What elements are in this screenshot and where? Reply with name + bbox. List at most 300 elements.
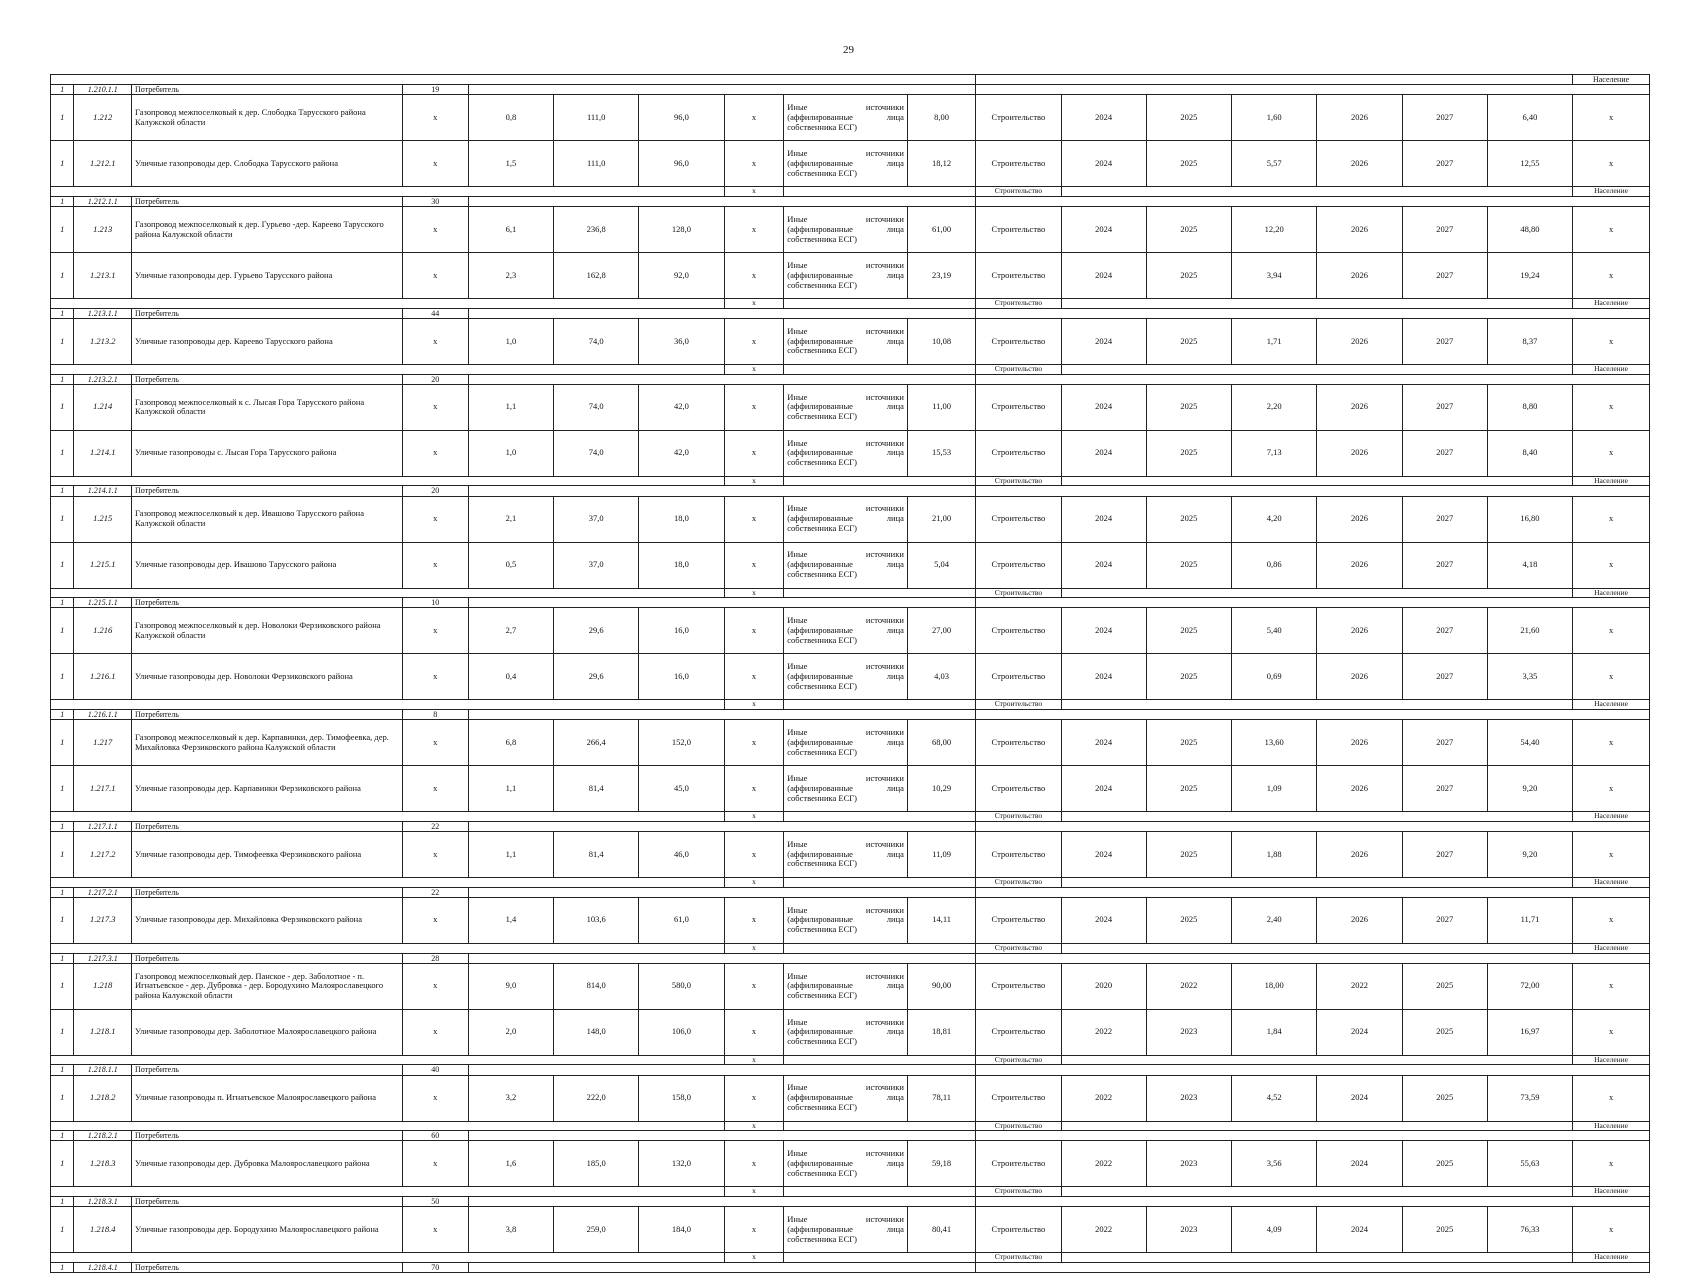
construction-band-row (51, 476, 1650, 486)
year-2-end: 2027 (1402, 253, 1487, 299)
length-value: 1,1 (468, 832, 553, 878)
blank-cell (976, 821, 1650, 831)
object-row (51, 95, 1650, 141)
consumer-label: Потребитель (131, 486, 402, 496)
cost-value: 11,09 (907, 832, 975, 878)
object-row (51, 654, 1650, 700)
code-cell: 1.217.2.1 (74, 887, 132, 897)
length-value: 2,0 (468, 1009, 553, 1055)
code-cell: 1.217.3.1 (74, 953, 132, 963)
length-value: 2,3 (468, 253, 553, 299)
level-cell: 1 (51, 308, 74, 318)
length-value: 6,8 (468, 720, 553, 766)
x-mark: x (1573, 207, 1650, 253)
volume-value: 236,8 (554, 207, 639, 253)
amount-second: 76,33 (1487, 1207, 1572, 1253)
amount-first: 5,40 (1232, 608, 1317, 654)
level-cell: 1 (51, 953, 74, 963)
year-start: 2022 (1061, 1009, 1146, 1055)
object-row (51, 319, 1650, 365)
construction-label: Строительство (976, 1187, 1061, 1197)
blank-cell (1061, 476, 1573, 486)
blank-cell (468, 1131, 975, 1141)
amount-second: 8,37 (1487, 319, 1572, 365)
funding-source: Иные источники (аффилированные лица собственника ЕСГ) (784, 654, 908, 700)
code-cell: 1.213.1 (74, 253, 132, 299)
amount-second: 8,80 (1487, 384, 1572, 430)
volume-value: 266,4 (554, 720, 639, 766)
object-row (51, 1009, 1650, 1055)
work-type: Строительство (976, 542, 1061, 588)
capacity-value: 18,0 (639, 542, 724, 588)
x-mark: x (402, 1009, 468, 1055)
cost-value: 18,12 (907, 141, 975, 187)
population-label: Население (1573, 1253, 1650, 1263)
blank-cell (51, 588, 725, 598)
cost-value: 14,11 (907, 897, 975, 943)
funding-source: Иные источники (аффилированные лица собственника ЕСГ) (784, 832, 908, 878)
object-row (51, 384, 1650, 430)
capacity-value: 106,0 (639, 1009, 724, 1055)
consumer-row (51, 953, 1650, 963)
population-label: Население (1573, 299, 1650, 309)
amount-second: 3,35 (1487, 654, 1572, 700)
year-2-end: 2027 (1402, 319, 1487, 365)
x-mark: x (402, 1207, 468, 1253)
funding-source: Иные источники (аффилированные лица собственника ЕСГ) (784, 319, 908, 365)
year-2-start: 2026 (1317, 832, 1402, 878)
amount-first: 5,57 (1232, 141, 1317, 187)
code-cell: 1.217.1.1 (74, 821, 132, 831)
year-start: 2024 (1061, 253, 1146, 299)
amount-second: 48,80 (1487, 207, 1572, 253)
construction-band-row (51, 299, 1650, 309)
blank-cell (976, 85, 1650, 95)
cost-value: 4,03 (907, 654, 975, 700)
x-mark: x (1573, 319, 1650, 365)
construction-band-row (51, 878, 1650, 888)
consumer-count: 8 (402, 710, 468, 720)
year-2-end: 2025 (1402, 963, 1487, 1009)
x-mark: x (724, 384, 784, 430)
consumer-label: Потребитель (131, 374, 402, 384)
year-start: 2024 (1061, 542, 1146, 588)
construction-label: Строительство (976, 943, 1061, 953)
amount-second: 73,59 (1487, 1075, 1572, 1121)
year-2-end: 2027 (1402, 720, 1487, 766)
consumer-count: 70 (402, 1262, 468, 1272)
table-body (51, 75, 1650, 1273)
construction-label: Строительство (976, 476, 1061, 486)
capacity-value: 96,0 (639, 95, 724, 141)
x-mark: x (724, 1121, 784, 1131)
funding-source: Иные источники (аффилированные лица собственника ЕСГ) (784, 1075, 908, 1121)
year-end: 2025 (1146, 608, 1231, 654)
year-2-start: 2026 (1317, 95, 1402, 141)
year-end: 2025 (1146, 95, 1231, 141)
year-start: 2024 (1061, 496, 1146, 542)
consumer-row (51, 598, 1650, 608)
object-name: Уличные газопроводы дер. Заболотное Малоярославецкого района (131, 1009, 402, 1055)
object-name: Газопровод межпоселковый к дер. Слободка Тарусского района Калужской области (131, 95, 402, 141)
code-cell: 1.217 (74, 720, 132, 766)
construction-label: Строительство (976, 812, 1061, 822)
object-row (51, 542, 1650, 588)
x-mark: x (724, 141, 784, 187)
level-cell: 1 (51, 766, 74, 812)
x-mark: x (724, 95, 784, 141)
amount-first: 0,86 (1232, 542, 1317, 588)
funding-source: Иные источники (аффилированные лица собственника ЕСГ) (784, 496, 908, 542)
work-type: Строительство (976, 720, 1061, 766)
funding-source: Иные источники (аффилированные лица собственника ЕСГ) (784, 1009, 908, 1055)
x-mark: x (724, 654, 784, 700)
object-name: Уличные газопроводы п. Игнатьевское Малоярославецкого района (131, 1075, 402, 1121)
blank-cell (976, 953, 1650, 963)
work-type: Строительство (976, 430, 1061, 476)
year-end: 2023 (1146, 1141, 1231, 1187)
construction-band-row (51, 812, 1650, 822)
consumer-row (51, 85, 1650, 95)
object-row (51, 1207, 1650, 1253)
level-cell: 1 (51, 1207, 74, 1253)
x-mark: x (1573, 384, 1650, 430)
year-2-end: 2027 (1402, 897, 1487, 943)
blank-cell (468, 1262, 975, 1272)
code-cell: 1.215 (74, 496, 132, 542)
blank-cell (51, 365, 725, 375)
year-start: 2024 (1061, 384, 1146, 430)
year-2-start: 2026 (1317, 384, 1402, 430)
year-end: 2025 (1146, 384, 1231, 430)
top-blank-right (976, 75, 1573, 85)
object-name: Газопровод межпоселковый к дер. Новолоки Ферзиковского района Калужской области (131, 608, 402, 654)
object-name: Газопровод межпоселковый к дер. Ивашово Тарусского района Калужской области (131, 496, 402, 542)
year-2-start: 2026 (1317, 496, 1402, 542)
x-mark: x (724, 1187, 784, 1197)
construction-band-row (51, 1187, 1650, 1197)
construction-band-row (51, 365, 1650, 375)
blank-cell (468, 710, 975, 720)
level-cell: 1 (51, 542, 74, 588)
object-row (51, 766, 1650, 812)
capacity-value: 128,0 (639, 207, 724, 253)
x-mark: x (1573, 608, 1650, 654)
cost-value: 59,18 (907, 1141, 975, 1187)
cost-value: 5,04 (907, 542, 975, 588)
blank-cell (51, 187, 725, 197)
object-row (51, 720, 1650, 766)
population-label: Население (1573, 878, 1650, 888)
construction-band-row (51, 588, 1650, 598)
x-mark: x (724, 299, 784, 309)
year-2-start: 2026 (1317, 654, 1402, 700)
construction-label: Строительство (976, 299, 1061, 309)
year-end: 2025 (1146, 207, 1231, 253)
volume-value: 148,0 (554, 1009, 639, 1055)
blank-cell (468, 308, 975, 318)
blank-cell (784, 943, 976, 953)
x-mark: x (724, 496, 784, 542)
length-value: 1,6 (468, 1141, 553, 1187)
year-end: 2023 (1146, 1009, 1231, 1055)
length-value: 1,0 (468, 430, 553, 476)
x-mark: x (724, 897, 784, 943)
funding-source: Иные источники (аффилированные лица собственника ЕСГ) (784, 897, 908, 943)
code-cell: 1.217.2 (74, 832, 132, 878)
year-2-start: 2026 (1317, 542, 1402, 588)
code-cell: 1.212.1.1 (74, 197, 132, 207)
amount-second: 4,18 (1487, 542, 1572, 588)
code-cell: 1.212 (74, 95, 132, 141)
cost-value: 10,08 (907, 319, 975, 365)
blank-cell (51, 476, 725, 486)
consumer-row (51, 1196, 1650, 1206)
object-name: Уличные газопроводы дер. Карпавинки Ферзиковского района (131, 766, 402, 812)
year-start: 2024 (1061, 608, 1146, 654)
code-cell: 1.218.3 (74, 1141, 132, 1187)
year-2-end: 2027 (1402, 141, 1487, 187)
year-start: 2024 (1061, 207, 1146, 253)
x-mark: x (1573, 1141, 1650, 1187)
funding-source: Иные источники (аффилированные лица собственника ЕСГ) (784, 207, 908, 253)
level-cell: 1 (51, 832, 74, 878)
consumer-label: Потребитель (131, 887, 402, 897)
volume-value: 74,0 (554, 430, 639, 476)
object-name: Уличные газопроводы дер. Новолоки Ферзиковского района (131, 654, 402, 700)
blank-cell (51, 1187, 725, 1197)
year-start: 2022 (1061, 1075, 1146, 1121)
cost-value: 90,00 (907, 963, 975, 1009)
year-start: 2022 (1061, 1141, 1146, 1187)
blank-cell (51, 700, 725, 710)
x-mark: x (724, 1253, 784, 1263)
code-cell: 1.218.1.1 (74, 1065, 132, 1075)
blank-cell (1061, 365, 1573, 375)
investment-program-table (50, 74, 1650, 1273)
code-cell: 1.216.1.1 (74, 710, 132, 720)
blank-cell (468, 486, 975, 496)
amount-first: 1,09 (1232, 766, 1317, 812)
blank-cell (1061, 1187, 1573, 1197)
object-name: Уличные газопроводы дер. Слободка Тарусского района (131, 141, 402, 187)
capacity-value: 42,0 (639, 384, 724, 430)
work-type: Строительство (976, 1207, 1061, 1253)
x-mark: x (724, 832, 784, 878)
capacity-value: 61,0 (639, 897, 724, 943)
blank-cell (468, 374, 975, 384)
work-type: Строительство (976, 766, 1061, 812)
level-cell: 1 (51, 887, 74, 897)
consumer-row (51, 197, 1650, 207)
blank-cell (976, 1262, 1650, 1272)
construction-label: Строительство (976, 1253, 1061, 1263)
funding-source: Иные источники (аффилированные лица собственника ЕСГ) (784, 720, 908, 766)
blank-cell (1061, 878, 1573, 888)
x-mark: x (724, 207, 784, 253)
page-number: 29 (843, 44, 854, 56)
object-row (51, 1141, 1650, 1187)
amount-first: 1,84 (1232, 1009, 1317, 1055)
blank-cell (468, 953, 975, 963)
amount-first: 2,20 (1232, 384, 1317, 430)
year-start: 2024 (1061, 95, 1146, 141)
consumer-count: 20 (402, 486, 468, 496)
volume-value: 185,0 (554, 1141, 639, 1187)
year-2-end: 2025 (1402, 1009, 1487, 1055)
year-end: 2022 (1146, 963, 1231, 1009)
blank-cell (976, 197, 1650, 207)
consumer-row (51, 1065, 1650, 1075)
cost-value: 18,81 (907, 1009, 975, 1055)
consumer-row (51, 374, 1650, 384)
funding-source: Иные источники (аффилированные лица собственника ЕСГ) (784, 766, 908, 812)
population-label: Население (1573, 365, 1650, 375)
construction-band-row (51, 187, 1650, 197)
blank-cell (468, 1065, 975, 1075)
year-start: 2024 (1061, 897, 1146, 943)
year-start: 2024 (1061, 430, 1146, 476)
consumer-count: 10 (402, 598, 468, 608)
x-mark: x (724, 766, 784, 812)
year-2-start: 2024 (1317, 1141, 1402, 1187)
consumer-count: 44 (402, 308, 468, 318)
capacity-value: 158,0 (639, 1075, 724, 1121)
object-name: Газопровод межпоселковый дер. Панское - дер. Заболотное - п. Игнатьевское - дер. Дубровка - дер. Бородухино Малоярославецкого района Калужской области (131, 963, 402, 1009)
consumer-count: 28 (402, 953, 468, 963)
amount-first: 18,00 (1232, 963, 1317, 1009)
construction-label: Строительство (976, 1055, 1061, 1065)
length-value: 1,4 (468, 897, 553, 943)
object-name: Уличные газопроводы с. Лысая Гора Тарусского района (131, 430, 402, 476)
x-mark: x (1573, 1207, 1650, 1253)
code-cell: 1.214.1 (74, 430, 132, 476)
volume-value: 74,0 (554, 384, 639, 430)
blank-cell (1061, 1055, 1573, 1065)
level-cell: 1 (51, 496, 74, 542)
x-mark: x (402, 384, 468, 430)
level-cell: 1 (51, 1262, 74, 1272)
cost-value: 21,00 (907, 496, 975, 542)
code-cell: 1.216 (74, 608, 132, 654)
x-mark: x (724, 812, 784, 822)
funding-source: Иные источники (аффилированные лица собственника ЕСГ) (784, 608, 908, 654)
x-mark: x (724, 1141, 784, 1187)
blank-cell (976, 1131, 1650, 1141)
blank-cell (468, 887, 975, 897)
code-cell: 1.217.1 (74, 766, 132, 812)
population-label: Население (1573, 1121, 1650, 1131)
length-value: 2,7 (468, 608, 553, 654)
level-cell: 1 (51, 1141, 74, 1187)
top-blank (51, 75, 976, 85)
level-cell: 1 (51, 720, 74, 766)
object-row (51, 832, 1650, 878)
volume-value: 259,0 (554, 1207, 639, 1253)
level-cell: 1 (51, 486, 74, 496)
year-2-end: 2027 (1402, 430, 1487, 476)
x-mark: x (1573, 430, 1650, 476)
consumer-count: 30 (402, 197, 468, 207)
x-mark: x (1573, 542, 1650, 588)
x-mark: x (724, 253, 784, 299)
year-start: 2020 (1061, 963, 1146, 1009)
consumer-label: Потребитель (131, 85, 402, 95)
capacity-value: 45,0 (639, 766, 724, 812)
consumer-label: Потребитель (131, 1196, 402, 1206)
code-cell: 1.213.2 (74, 319, 132, 365)
cost-value: 23,19 (907, 253, 975, 299)
work-type: Строительство (976, 608, 1061, 654)
blank-cell (51, 878, 725, 888)
x-mark: x (724, 1207, 784, 1253)
amount-second: 16,97 (1487, 1009, 1572, 1055)
x-mark: x (402, 766, 468, 812)
x-mark: x (402, 430, 468, 476)
object-row (51, 963, 1650, 1009)
object-name: Газопровод межпоселковый к дер. Гурьево -дер. Кареево Тарусского района Калужской области (131, 207, 402, 253)
x-mark: x (1573, 95, 1650, 141)
blank-cell (976, 308, 1650, 318)
blank-cell (784, 1055, 976, 1065)
amount-first: 2,40 (1232, 897, 1317, 943)
code-cell: 1.216.1 (74, 654, 132, 700)
code-cell: 1.213.2.1 (74, 374, 132, 384)
work-type: Строительство (976, 253, 1061, 299)
construction-label: Строительство (976, 878, 1061, 888)
x-mark: x (402, 1075, 468, 1121)
volume-value: 103,6 (554, 897, 639, 943)
year-start: 2024 (1061, 319, 1146, 365)
year-end: 2025 (1146, 897, 1231, 943)
year-2-end: 2027 (1402, 542, 1487, 588)
length-value: 9,0 (468, 963, 553, 1009)
object-name: Газопровод межпоселковый к с. Лысая Гора Тарусского района Калужской области (131, 384, 402, 430)
construction-label: Строительство (976, 187, 1061, 197)
work-type: Строительство (976, 95, 1061, 141)
amount-second: 55,63 (1487, 1141, 1572, 1187)
x-mark: x (1573, 1075, 1650, 1121)
consumer-row (51, 821, 1650, 831)
code-cell: 1.214.1.1 (74, 486, 132, 496)
year-start: 2024 (1061, 766, 1146, 812)
year-2-end: 2027 (1402, 496, 1487, 542)
blank-cell (51, 299, 725, 309)
code-cell: 1.214 (74, 384, 132, 430)
x-mark: x (402, 720, 468, 766)
x-mark: x (402, 207, 468, 253)
year-2-start: 2026 (1317, 897, 1402, 943)
amount-second: 8,40 (1487, 430, 1572, 476)
year-2-end: 2027 (1402, 766, 1487, 812)
year-2-start: 2026 (1317, 253, 1402, 299)
year-2-start: 2024 (1317, 1075, 1402, 1121)
work-type: Строительство (976, 141, 1061, 187)
blank-cell (468, 1196, 975, 1206)
year-2-start: 2026 (1317, 141, 1402, 187)
consumer-label: Потребитель (131, 598, 402, 608)
x-mark: x (724, 430, 784, 476)
x-mark: x (724, 720, 784, 766)
code-cell: 1.215.1.1 (74, 598, 132, 608)
year-2-end: 2025 (1402, 1075, 1487, 1121)
capacity-value: 92,0 (639, 253, 724, 299)
consumer-count: 22 (402, 821, 468, 831)
level-cell: 1 (51, 821, 74, 831)
blank-cell (784, 878, 976, 888)
year-2-start: 2024 (1317, 1207, 1402, 1253)
year-start: 2022 (1061, 1207, 1146, 1253)
